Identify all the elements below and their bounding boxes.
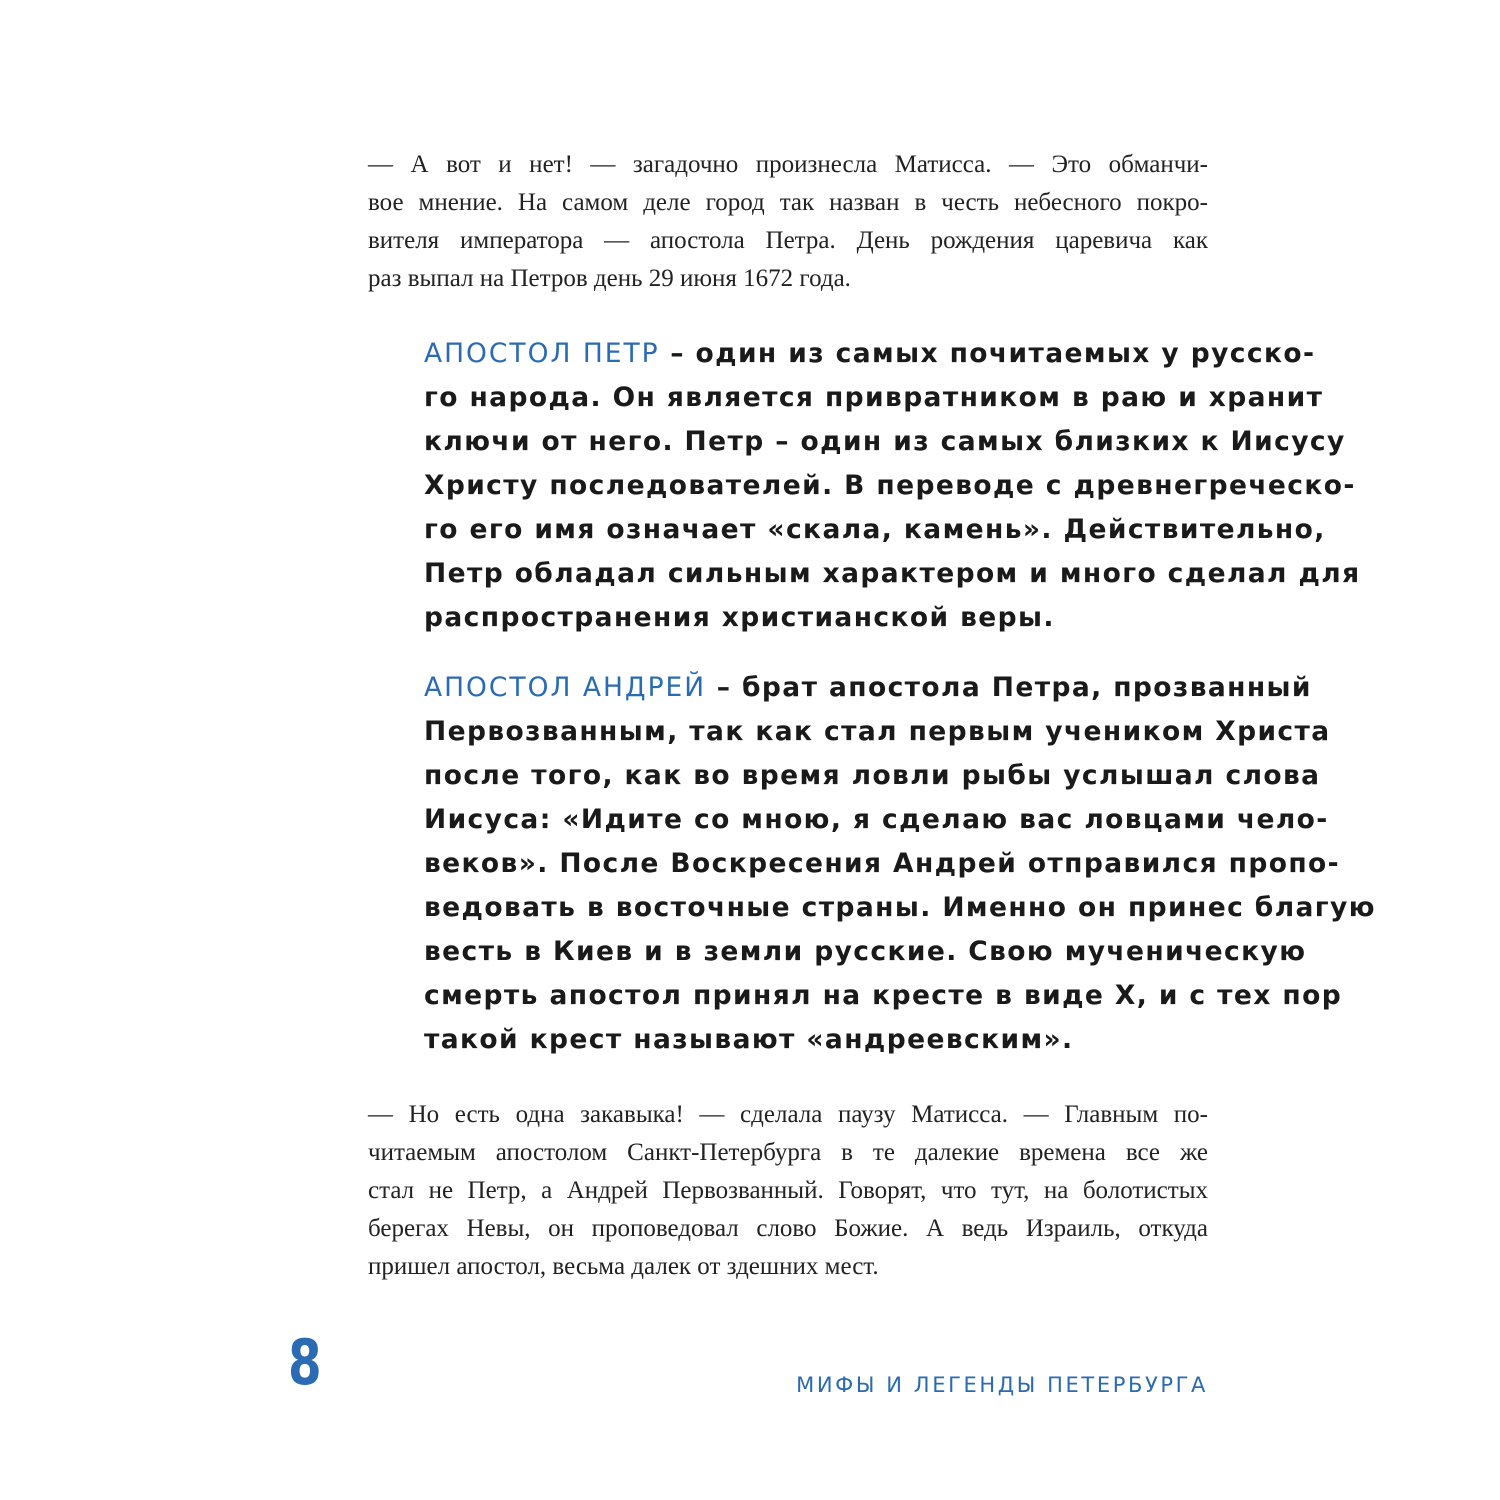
- note-line: [424, 332, 1316, 376]
- note-line: ведовать в восточные страны. Именно он принес благую: [424, 892, 1376, 923]
- note-line: такой крест называют «андреевским».: [424, 1024, 1074, 1055]
- note-line: ключи от него. Петр – один из самых близких к Иисусу: [424, 426, 1346, 457]
- text-line: берегах Невы, он проповедовал слово Божие. А ведь Израиль, откуда: [368, 1215, 1208, 1242]
- note-line: го его имя означает «скала, камень». Действительно,: [424, 514, 1326, 545]
- sidebar-note-apostle-andrew: [424, 666, 1376, 1062]
- note-line: распространения христианской веры.: [424, 602, 1055, 633]
- note-line: Петр обладал сильным характером и много сделал для: [424, 558, 1361, 589]
- text-line: стал не Петр, а Андрей Первозванный. Говорят, что тут, на болотистых: [368, 1177, 1208, 1204]
- note-line-text: – один из самых почитаемых у русско-: [659, 338, 1316, 369]
- note-line: Первозванным, так как стал первым учеником Христа: [424, 716, 1331, 747]
- text-line: пришел апостол, весьма далек от здешних мест.: [368, 1253, 879, 1280]
- sidebar-note-apostle-peter: [424, 332, 1361, 640]
- text-line: раз выпал на Петров день 29 июня 1672 года.: [368, 265, 851, 292]
- body-paragraph-1: [365, 146, 1208, 298]
- note-line: смерть апостол принял на кресте в виде Х, и с тех пор: [424, 980, 1343, 1011]
- note-line: после того, как во время ловли рыбы услышал слова: [424, 760, 1321, 791]
- note-term: АПОСТОЛ ПЕТР: [424, 338, 660, 369]
- text-line: вителя императора — апостола Петра. День рождения царевича как: [368, 227, 1208, 254]
- text-line: — А вот и нет! — загадочно произнесла Матисса. — Это обманчи-: [368, 151, 1208, 178]
- note-term: АПОСТОЛ АНДРЕЙ: [424, 672, 707, 703]
- running-title: МИФЫ И ЛЕГЕНДЫ ПЕТЕРБУРГА: [796, 1373, 1208, 1397]
- note-line: [424, 666, 1312, 710]
- text-line: вое мнение. На самом деле город так назван в честь небесного покро-: [368, 189, 1208, 216]
- note-line-text: – брат апостола Петра, прозванный: [706, 672, 1312, 703]
- note-line: Иисуса: «Идите со мною, я сделаю вас ловцами чело-: [424, 804, 1329, 835]
- note-line: весть в Киев и в земли русские. Свою мученическую: [424, 936, 1307, 967]
- note-line: го народа. Он является привратником в раю и хранит: [424, 382, 1324, 413]
- body-paragraph-2: [365, 1096, 1208, 1286]
- text-line: читаемым апостолом Санкт-Петербурга в те далекие времена все же: [368, 1139, 1208, 1166]
- note-line: веков». После Воскресения Андрей отправился пропо-: [424, 848, 1341, 879]
- text-line: — Но есть одна закавыка! — сделала паузу Матисса. — Главным по-: [368, 1101, 1208, 1128]
- note-line: Христу последователей. В переводе с древнегреческо-: [424, 470, 1356, 501]
- page-number: 8: [288, 1326, 322, 1399]
